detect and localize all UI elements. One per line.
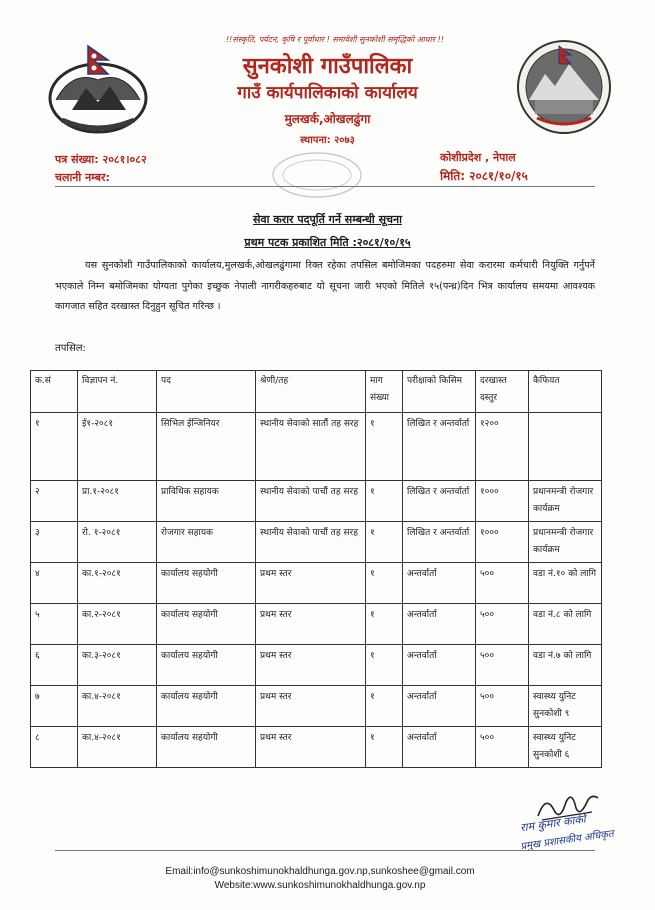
header-divider xyxy=(55,186,595,187)
cell-sn: १ xyxy=(31,413,78,481)
dispatch-number: चलानी नम्बर: xyxy=(55,171,110,184)
cell-fee: ५०० xyxy=(476,604,529,645)
cell-advertisement-no: का.४-२०८१ xyxy=(78,727,157,768)
municipality-logo-icon xyxy=(515,38,613,136)
cell-post: रोजगार सहायक xyxy=(157,522,256,563)
office-address: मुलखर्क,ओखलढुंगा xyxy=(284,112,371,126)
cell-exam-type: लिखित र अन्तर्वार्ता xyxy=(403,522,476,563)
cell-advertisement-no: का.१-२०८१ xyxy=(78,563,157,604)
cell-exam-type: अन्तर्वार्ता xyxy=(403,727,476,768)
cell-exam-type: लिखित र अन्तर्वार्ता xyxy=(403,481,476,522)
cell-level: प्रथम स्तर xyxy=(256,686,366,727)
cell-advertisement-no: का.२-२०८१ xyxy=(78,604,157,645)
table-row xyxy=(31,727,602,768)
cell-advertisement-no: रो. १-२०८१ xyxy=(78,522,157,563)
header-advertisement-no: विज्ञापन नं. xyxy=(78,371,157,413)
cell-level: प्रथम स्तर xyxy=(256,727,366,768)
cell-advertisement-no: का.३-२०८१ xyxy=(78,645,157,686)
table-row xyxy=(31,522,602,563)
cell-fee: ५०० xyxy=(476,727,529,768)
table-row xyxy=(31,481,602,522)
cell-sn: २ xyxy=(31,481,78,522)
published-date: प्रथम पटक प्रकाशित मिति :२०८१/१०/१५ xyxy=(244,236,411,249)
footer-website: Website:www.sunkoshimunokhaldhunga.gov.np xyxy=(214,880,426,891)
cell-post: कार्यालय सहयोगी xyxy=(157,604,256,645)
cell-remarks: स्वास्थ्य युनिट सुनकोशी ६ xyxy=(529,727,602,768)
cell-exam-type: अन्तर्वार्ता xyxy=(403,563,476,604)
cell-level: स्थानीय सेवाको सातौं तह सरह xyxy=(256,413,366,481)
table-row xyxy=(31,604,602,645)
cell-advertisement-no: प्रा.१-२०८१ xyxy=(78,481,157,522)
cell-level: प्रथम स्तर xyxy=(256,563,366,604)
cell-post: कार्यालय सहयोगी xyxy=(157,563,256,604)
cell-post: सिभिल ईन्जिनियर xyxy=(157,413,256,481)
footer-divider xyxy=(55,850,595,851)
cell-level: प्रथम स्तर xyxy=(256,604,366,645)
header-demand: माग संख्या xyxy=(366,371,403,413)
cell-sn: ४ xyxy=(31,563,78,604)
cell-level: स्थानीय सेवाको पाचौं तह सरह xyxy=(256,522,366,563)
letter-number: पत्र संख्या: २०८१।०८२ xyxy=(55,153,147,166)
cell-remarks: प्रधानमन्त्री रोजगार कार्यक्रम xyxy=(529,481,602,522)
cell-demand: १ xyxy=(366,563,403,604)
cell-exam-type: लिखित र अन्तर्वार्ता xyxy=(403,413,476,481)
table-row xyxy=(31,413,602,481)
cell-sn: ८ xyxy=(31,727,78,768)
cell-level: प्रथम स्तर xyxy=(256,645,366,686)
cell-demand: १ xyxy=(366,645,403,686)
cell-exam-type: अन्तर्वार्ता xyxy=(403,686,476,727)
cell-remarks: वडा नं.१० को लागि xyxy=(529,563,602,604)
notice-body: यस सुनकोशी गाउँपालिकाको कार्यालय,मुलखर्क,ओखलढुंगामा रिक्त रहेका तपसिल बमोजिमका पदहरुमा सेवा करारमा कर्मचारी नियुक्ति गर्नुपर्ने भएकाले निम्न बमोजिमका योग्यता पुगेका इच्छुक नेपाली नागरीकहरुबाट यो सूचना जारी भएको मितिले १५(पन्ध्र)दिन भित्र कार्यालय समयमा आवश्यक कागजात सहित दरखास्त दिनुहुन सूचित गरिन्छ । xyxy=(55,260,595,312)
cell-advertisement-no: ई१-२०८१ xyxy=(78,413,157,481)
header-level: श्रेणी/तह xyxy=(256,371,366,413)
cell-sn: ७ xyxy=(31,686,78,727)
cell-remarks: वडा नं.७ को लागि xyxy=(529,645,602,686)
province-label: कोशीप्रदेश , नेपाल xyxy=(440,151,516,164)
table-row xyxy=(31,686,602,727)
cell-fee: ५०० xyxy=(476,645,529,686)
cell-demand: १ xyxy=(366,481,403,522)
details-label: तपसिल: xyxy=(55,343,86,354)
cell-level: स्थानीय सेवाको पाचौं तह सरह xyxy=(256,481,366,522)
cell-remarks: प्रधानमन्त्री रोजगार कार्यक्रम xyxy=(529,522,602,563)
cell-fee: १००० xyxy=(476,481,529,522)
header-remarks: कैफियत xyxy=(529,371,602,413)
cell-post: कार्यालय सहयोगी xyxy=(157,727,256,768)
cell-fee: ५०० xyxy=(476,563,529,604)
cell-advertisement-no: का.४-२०८१ xyxy=(78,686,157,727)
footer-email: Email:info@sunkoshimunokhaldhunga.gov.np,sunkoshee@gmail.com xyxy=(165,866,475,877)
cell-fee: १००० xyxy=(476,522,529,563)
table-row xyxy=(31,645,602,686)
notice-title: सेवा करार पदपूर्ति गर्ने सम्बन्धी सूचना xyxy=(253,213,402,226)
cell-sn: ६ xyxy=(31,645,78,686)
header-exam-type: परीक्षाको किसिम xyxy=(403,371,476,413)
table-header-row xyxy=(31,371,602,413)
cell-remarks: स्वास्थ्य युनिट सुनकोशी ९ xyxy=(529,686,602,727)
nepal-emblem-icon xyxy=(42,40,154,140)
letter-date: मिति: २०८१/१०/१५ xyxy=(440,169,528,183)
signatory-title: प्रमुख प्रशासकीय अधिकृत xyxy=(519,828,615,853)
letterhead-motto: !!संस्कृति, पर्यटन, कृषि र पूर्वाधार ! समावेशी सुनकोशी समृद्धिको आधार !! xyxy=(225,35,445,44)
office-name: गाउँ कार्यपालिकाको कार्यालय xyxy=(237,83,418,103)
cell-exam-type: अन्तर्वार्ता xyxy=(403,645,476,686)
municipality-name: सुनकोशी गाउँपालिका xyxy=(242,54,413,79)
header-fee: दरखास्त दस्तुर xyxy=(476,371,529,413)
cell-remarks xyxy=(529,413,602,481)
cell-sn: ५ xyxy=(31,604,78,645)
signatory-name: राम कुमार कार्की xyxy=(519,812,587,835)
header-sn: क.सं xyxy=(31,371,78,413)
established-year: स्थापना: २०७३ xyxy=(300,135,355,146)
cell-fee: १२०० xyxy=(476,413,529,481)
cell-post: कार्यालय सहयोगी xyxy=(157,686,256,727)
cell-post: प्राविधिक सहायक xyxy=(157,481,256,522)
cell-sn: ३ xyxy=(31,522,78,563)
header-post: पद xyxy=(157,371,256,413)
office-stamp-icon xyxy=(270,150,365,200)
cell-demand: १ xyxy=(366,686,403,727)
vacancy-table xyxy=(30,370,602,768)
cell-post: कार्यालय सहयोगी xyxy=(157,645,256,686)
cell-exam-type: अन्तर्वार्ता xyxy=(403,604,476,645)
table-row xyxy=(31,563,602,604)
cell-demand: १ xyxy=(366,727,403,768)
cell-demand: १ xyxy=(366,522,403,563)
cell-demand: १ xyxy=(366,604,403,645)
cell-remarks: वडा नं.८ को लागि xyxy=(529,604,602,645)
cell-demand: १ xyxy=(366,413,403,481)
cell-fee: ५०० xyxy=(476,686,529,727)
